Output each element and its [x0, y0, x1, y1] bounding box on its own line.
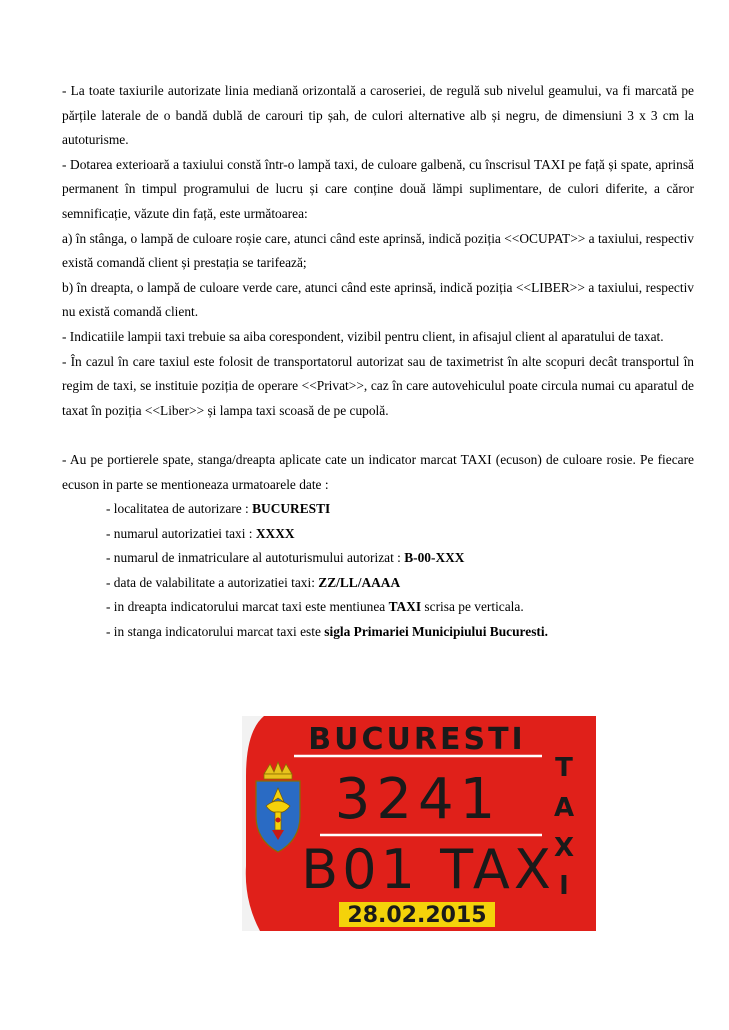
list-item-label: - in dreapta indicatorului marcat taxi este mentiunea	[106, 599, 389, 615]
taxi-badge-graphic	[242, 716, 596, 931]
list-item-value: ZZ/LL/AAAA	[318, 574, 401, 590]
list-item-label: - numarul de inmatriculare al autoturismului autorizat :	[106, 550, 405, 566]
document-body	[62, 79, 694, 645]
list-item-label: scrisa pe verticala.	[421, 599, 524, 615]
taxi-badge-photo	[242, 716, 596, 931]
list-item	[106, 620, 694, 645]
paragraph-lamp-left-red: a) în stânga, o lampă de culoare roșie care, atunci când este aprinsă, indică poziția <<OCUPAT>> a taxiului, respectiv există comandă client și prestația se tarifează;	[62, 230, 694, 271]
badge-data-list	[62, 497, 694, 645]
badge-authorization-number: 3241	[334, 767, 502, 832]
list-item	[106, 497, 694, 522]
list-item-value: XXXX	[255, 525, 295, 541]
list-item-label: - in stanga indicatorului marcat taxi este	[106, 624, 325, 640]
badge-taxi-letter: I	[559, 871, 569, 901]
paragraph-lamp-right-green: b) în dreapta, o lampă de culoare verde care, atunci când este aprinsă, indică poziția <<LIBER>> a taxiului, respectiv nu există comandă client.	[62, 279, 694, 320]
badge-taxi-letter: X	[553, 833, 575, 863]
paragraph-taxi-lamp: - Dotarea exterioară a taxiului constă într-o lampă taxi, de culoare galbenă, cu înscrisul TAXI pe față și spate, aprinsă permanent în timpul programului de lucru și care conține două lămpi suplimentare, de culori diferite, a căror semnificație, văzute din față, este următoarea:	[62, 156, 694, 221]
paragraph-lamp-indications: - Indicatiile lampii taxi trebuie sa aiba corespondent, vizibil pentru client, in afisajul client al aparatului de taxat.	[62, 328, 664, 344]
badge-taxi-letter: T	[555, 753, 573, 783]
paragraph-spacer	[62, 423, 694, 448]
badge-registration-plate: B01 TAX	[301, 838, 555, 901]
list-item-value: B-00-XXX	[404, 550, 465, 566]
list-item	[106, 546, 694, 571]
list-item	[106, 522, 694, 547]
badge-city: BUCURESTI	[308, 722, 526, 757]
paragraph-taxi-stripes: - La toate taxiurile autorizate linia mediană orizontală a caroseriei, de regulă sub nivelul geamului, va fi marcată pe părțile laterale de o bandă dublă de carouri tip șah, de culori alternative alb și negru, de dimensiuni 3 x 3 cm la autoturisme.	[62, 83, 694, 148]
paragraph-private-mode: - În cazul în care taxiul este folosit de transportatorul autorizat sau de taximetrist în alte scopuri decât transportul în regim de taxi, se instituie poziția de operare <<Privat>>, caz în care autovehiculul poate circula numai cu aparatul de taxat în poziția <<Liber>> și lampa taxi scoasă de pe cupolă.	[62, 353, 694, 418]
list-item-label: - data de valabilitate a autorizatiei taxi:	[106, 574, 319, 590]
list-item-label: - numarul autorizatiei taxi :	[106, 525, 256, 541]
list-item-value: BUCURESTI	[252, 501, 331, 517]
badge-validity-date: 28.02.2015	[347, 903, 487, 928]
list-item	[106, 595, 694, 620]
list-item	[106, 571, 694, 596]
list-item-value: sigla Primariei Municipiului Bucuresti.	[324, 624, 548, 640]
paragraph-rear-doors-badge: - Au pe portierele spate, stanga/dreapta aplicate cate un indicator marcat TAXI (ecuson) de culoare rosie. Pe fiecare ecuson in parte se mentioneaza urmatoarele date :	[62, 451, 694, 492]
badge-taxi-letter: A	[553, 793, 575, 823]
list-item-label: - localitatea de autorizare :	[106, 501, 253, 517]
list-item-value: TAXI	[388, 599, 422, 615]
